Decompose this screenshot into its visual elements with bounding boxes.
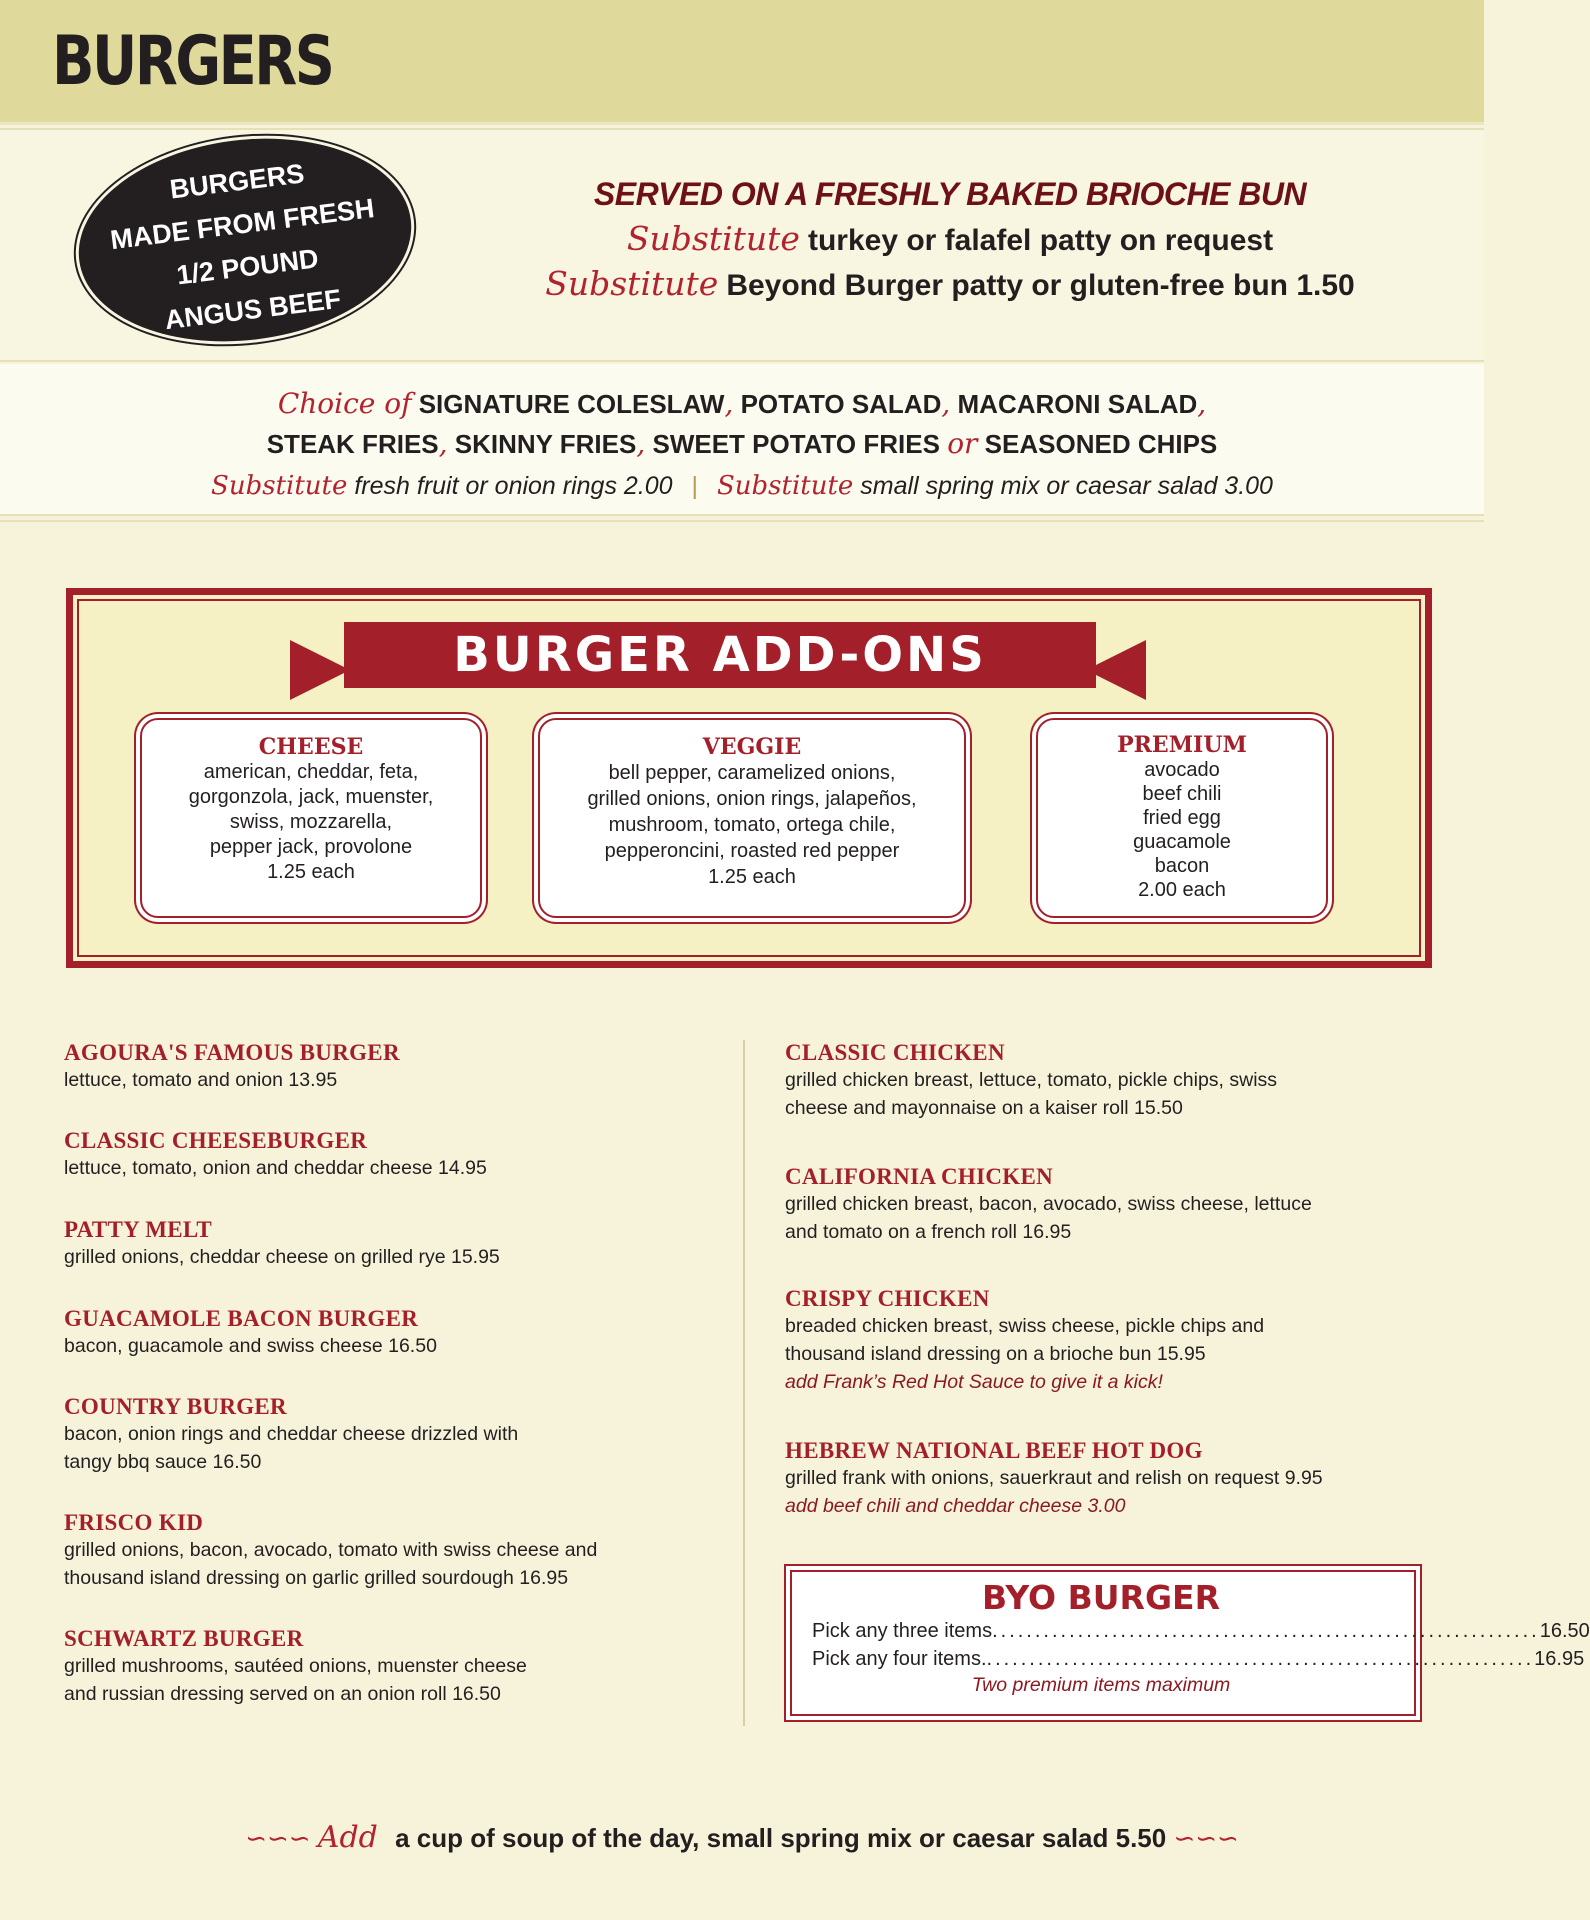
substitute-line-1: Substitute turkey or falafel patty on request <box>626 219 1274 258</box>
angus-beef-badge-text: BURGERS MADE FROM FRESH 1/2 POUND ANGUS BEEF <box>108 158 376 336</box>
divider-line <box>0 514 1484 516</box>
addon-card-cheese: CHEESE american, cheddar, feta, gorgonzola, jack, muenster, swiss, mozzarella, pepper jack, provolone 1.25 each <box>140 718 482 918</box>
addon-card-veggie: VEGGIE bell pepper, caramelized onions, grilled onions, onion rings, jalapeños, mushroom, tomato, ortega chile, pepperoncini, roasted red pepper 1.25 each <box>538 718 966 918</box>
menu-item: PATTY MELT grilled onions, cheddar cheese on grilled rye 15.95 <box>64 1217 500 1268</box>
addon-card-premium: PREMIUM avocado beef chili fried egg guacamole bacon 2.00 each <box>1036 718 1328 918</box>
divider-line <box>0 520 1484 522</box>
left-swirl-ornament: ∽∽∽ <box>245 1823 311 1853</box>
right-swirl-ornament: ∽∽∽ <box>1173 1823 1239 1853</box>
menu-item: COUNTRY BURGER bacon, onion rings and cheddar cheese drizzled with tangy bbq sauce 16.50 <box>64 1394 519 1473</box>
menu-item: SCHWARTZ BURGER grilled mushrooms, sautéed onions, muenster cheese and russian dressing served on an onion roll 16.50 <box>64 1626 527 1705</box>
banner-ribbon-left <box>290 640 350 700</box>
bun-info <box>480 176 1420 303</box>
bun-title: SERVED ON A FRESHLY BAKED BRIOCHE BUN <box>593 176 1307 212</box>
divider-line <box>0 360 1484 362</box>
byo-title: BYO BURGER <box>981 1578 1220 1617</box>
header-band <box>0 0 1484 125</box>
column-divider <box>743 1040 745 1726</box>
addons-banner-title: BURGER ADD-ONS <box>453 627 987 683</box>
menu-item: GUACAMOLE BACON BURGER bacon, guacamole and swiss cheese 16.50 <box>64 1306 437 1357</box>
menu-item: HEBREW NATIONAL BEEF HOT DOG grilled frank with onions, sauerkraut and relish on request 9.95 add beef chili and cheddar cheese 3.00 <box>785 1438 1323 1517</box>
footer-add-soup: ∽∽∽ Add a cup of soup of the day, small spring mix or caesar salad 5.50 ∽∽∽ <box>245 1820 1239 1855</box>
menu-item: FRISCO KID grilled onions, bacon, avocado, tomato with swiss cheese and thousand island dressing on garlic grilled sourdough 16.95 <box>64 1510 598 1589</box>
menu-item: AGOURA'S FAMOUS BURGER lettuce, tomato and onion 13.95 <box>64 1040 400 1091</box>
substitute-line-2: Substitute Beyond Burger patty or gluten-free bun 1.50 <box>545 264 1355 303</box>
divider-line <box>0 128 1484 130</box>
sides-line-2: STEAK FRIES, SKINNY FRIES, SWEET POTATO FRIES or SEASONED CHIPS <box>266 427 1218 460</box>
sides-line-1: Choice of SIGNATURE COLESLAW, POTATO SALAD, MACARONI SALAD, <box>277 387 1207 420</box>
menu-item: CLASSIC CHEESEBURGER lettuce, tomato, onion and cheddar cheese 14.95 <box>64 1128 487 1179</box>
menu-item: CALIFORNIA CHICKEN grilled chicken breast, bacon, avocado, swiss cheese, lettuce and tomato on a french roll 16.95 <box>785 1164 1312 1243</box>
byo-row-four: Pick any four items. ................................................................ 16.95 <box>812 1648 1585 1670</box>
byo-note: Two premium items maximum <box>971 1674 1231 1696</box>
byo-row-three: Pick any three items ................................................................ 16.50 <box>812 1620 1590 1642</box>
menu-item: CLASSIC CHICKEN grilled chicken breast, lettuce, tomato, pickle chips, swiss cheese and mayonnaise on a kaiser roll 15.50 <box>785 1040 1278 1119</box>
menu-item: CRISPY CHICKEN breaded chicken breast, swiss cheese, pickle chips and thousand island dressing on a brioche bun 15.95 add Frank’s Red Hot Sauce to give it a kick! <box>785 1286 1265 1393</box>
sides-substitutions: Substitute fresh fruit or onion rings 2.00 | Substitute small spring mix or caesar salad 3.00 <box>211 471 1273 501</box>
sides-section <box>0 384 1484 508</box>
page-title: BURGERS <box>52 22 333 101</box>
